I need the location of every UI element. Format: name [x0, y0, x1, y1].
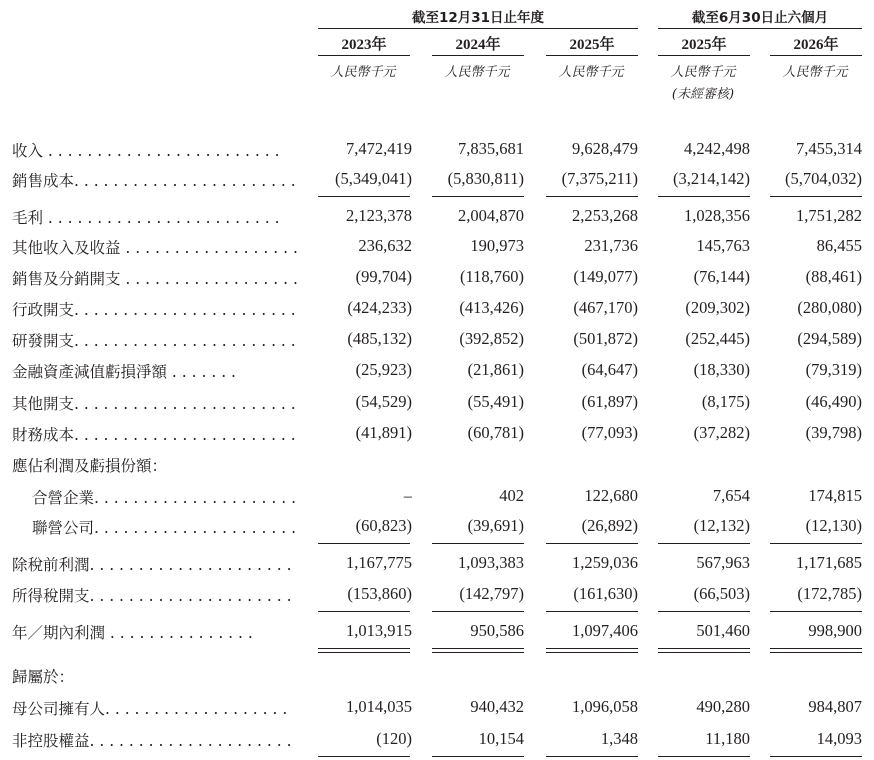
row-value: 1,093,383 — [458, 553, 524, 572]
row-value: 490,280 — [696, 697, 750, 716]
row-value: (149,077) — [573, 267, 638, 286]
row-value: (39,798) — [805, 423, 862, 442]
unit-label: 人民幣千元 — [782, 65, 848, 80]
row-value: (209,302) — [685, 298, 750, 317]
row-value: (8,175) — [701, 392, 750, 411]
row-value: 122,680 — [584, 486, 638, 505]
table-row — [0, 326, 874, 354]
header-group-annual-rule — [318, 28, 638, 29]
table-row — [0, 136, 874, 164]
row-value: (280,080) — [797, 298, 862, 317]
row-value: (60,823) — [355, 516, 412, 535]
table-row — [0, 295, 874, 323]
row-value: 2,253,268 — [572, 206, 638, 225]
row-value: 567,963 — [696, 553, 750, 572]
row-value: (252,445) — [685, 329, 750, 348]
row-label: 研發開支. . . . . . . . . . . . . . . . . . . . . . . — [12, 332, 296, 350]
row-value: 7,472,419 — [346, 139, 412, 158]
total-rule — [546, 196, 638, 197]
row-value: (26,892) — [581, 516, 638, 535]
row-label: 年／期內利潤 . . . . . . . . . . . . . . . — [12, 624, 253, 642]
total-rule — [546, 648, 638, 649]
table-row — [0, 694, 874, 722]
row-value: (120) — [376, 729, 412, 748]
row-value: (7,375,211) — [561, 169, 638, 188]
row-value: (37,282) — [693, 423, 750, 442]
row-value: (79,319) — [805, 360, 862, 379]
row-value: 998,900 — [808, 621, 862, 640]
header-group-annual: 截至12月31日止年度 — [411, 10, 545, 26]
unit-label: 人民幣千元 — [330, 65, 396, 80]
year-header-2023: 2023年 — [341, 37, 387, 53]
year-header-2025-interim: 2025年 — [681, 37, 727, 53]
row-value: (66,503) — [693, 584, 750, 603]
table-row — [0, 451, 874, 479]
row-label: 財務成本. . . . . . . . . . . . . . . . . . . . . . . — [12, 426, 296, 444]
row-value: (413,426) — [459, 298, 524, 317]
total-rule — [658, 611, 750, 612]
row-value: (99,704) — [355, 267, 412, 286]
table-row — [0, 264, 874, 292]
total-rule — [432, 756, 524, 757]
row-value: 86,455 — [816, 236, 862, 255]
row-value: (12,132) — [693, 516, 750, 535]
row-value: 984,807 — [808, 697, 862, 716]
row-value: 4,242,498 — [684, 139, 750, 158]
row-value: 940,432 — [470, 697, 524, 716]
row-value: (18,330) — [693, 360, 750, 379]
row-value: (424,233) — [347, 298, 412, 317]
row-label: 金融資產減值虧損淨額 . . . . . . . — [12, 363, 236, 381]
row-value: 14,093 — [816, 729, 862, 748]
row-label: 其他收入及收益 . . . . . . . . . . . . . . . . . . — [12, 239, 298, 257]
table-row — [0, 420, 874, 448]
row-value: (88,461) — [805, 267, 862, 286]
row-label: 歸屬於： — [12, 668, 75, 686]
row-value: – — [403, 486, 412, 505]
row-value: (5,349,041) — [335, 169, 412, 188]
year-header-2026-interim: 2026年 — [793, 37, 839, 53]
row-label: 除稅前利潤. . . . . . . . . . . . . . . . . . . . . — [12, 556, 292, 574]
row-value: 231,736 — [584, 236, 638, 255]
year-rule — [318, 55, 410, 56]
unit-label: 人民幣千元 — [444, 65, 510, 80]
total-rule — [432, 648, 524, 649]
row-value: 1,097,406 — [572, 621, 638, 640]
row-value: 402 — [499, 486, 524, 505]
row-value: (61,897) — [581, 392, 638, 411]
row-value: (3,214,142) — [673, 169, 750, 188]
row-value: (485,132) — [347, 329, 412, 348]
total-rule — [546, 756, 638, 757]
table-row — [0, 662, 874, 690]
total-rule — [770, 543, 862, 544]
row-value: (294,589) — [797, 329, 862, 348]
row-value: 190,973 — [470, 236, 524, 255]
total-rule — [546, 652, 638, 653]
row-value: (41,891) — [355, 423, 412, 442]
row-value: 1,751,282 — [796, 206, 862, 225]
total-rule — [432, 611, 524, 612]
year-header-2025: 2025年 — [569, 37, 615, 53]
row-value: 1,171,685 — [796, 553, 862, 572]
row-value: (118,760) — [459, 267, 524, 286]
total-rule — [658, 543, 750, 544]
row-value: (142,797) — [459, 584, 524, 603]
row-label: 應佔利潤及虧損份額： — [12, 457, 168, 475]
total-rule — [432, 196, 524, 197]
row-value: (60,781) — [467, 423, 524, 442]
row-value: (12,130) — [805, 516, 862, 535]
row-value: 9,628,479 — [572, 139, 638, 158]
row-value: (25,923) — [355, 360, 412, 379]
row-value: 1,096,058 — [572, 697, 638, 716]
total-rule — [318, 756, 410, 757]
total-rule — [432, 652, 524, 653]
row-label: 非控股權益. . . . . . . . . . . . . . . . . . . . . — [12, 732, 292, 750]
total-rule — [318, 196, 410, 197]
table-row — [0, 233, 874, 261]
row-label: 其他開支. . . . . . . . . . . . . . . . . . . . . . . — [12, 395, 296, 413]
row-value: (153,860) — [347, 584, 412, 603]
row-value: 1,167,775 — [346, 553, 412, 572]
row-value: 2,004,870 — [458, 206, 524, 225]
row-label: 銷售及分銷開支 . . . . . . . . . . . . . . . . . . — [12, 270, 298, 288]
row-value: (54,529) — [355, 392, 412, 411]
table-row — [0, 483, 874, 511]
unit-label: 人民幣千元 — [558, 65, 624, 80]
year-rule — [770, 55, 862, 56]
table-row — [0, 357, 874, 385]
total-rule — [658, 652, 750, 653]
row-value: 11,180 — [705, 729, 750, 748]
row-value: 7,455,314 — [796, 139, 862, 158]
table-row — [0, 203, 874, 231]
total-rule — [770, 196, 862, 197]
row-label: 毛利 . . . . . . . . . . . . . . . . . . . . . . . . — [12, 209, 280, 227]
total-rule — [432, 543, 524, 544]
row-value: 7,835,681 — [458, 139, 524, 158]
row-value: 1,259,036 — [572, 553, 638, 572]
row-value: 1,028,356 — [684, 206, 750, 225]
row-value: 145,763 — [696, 236, 750, 255]
row-value: 1,014,035 — [346, 697, 412, 716]
total-rule — [658, 756, 750, 757]
row-value: (467,170) — [573, 298, 638, 317]
table-row — [0, 389, 874, 417]
total-rule — [770, 648, 862, 649]
year-rule — [658, 55, 750, 56]
header-group-six-months-rule — [658, 28, 862, 29]
row-value: (392,852) — [459, 329, 524, 348]
row-value: (39,691) — [467, 516, 524, 535]
table-row — [0, 618, 874, 646]
row-value: 1,013,915 — [346, 621, 412, 640]
total-rule — [658, 196, 750, 197]
row-value: (76,144) — [693, 267, 750, 286]
total-rule — [318, 543, 410, 544]
table-row — [0, 581, 874, 609]
row-label: 銷售成本. . . . . . . . . . . . . . . . . . . . . . . — [12, 172, 296, 190]
row-value: 7,654 — [712, 486, 750, 505]
row-value: (46,490) — [805, 392, 862, 411]
row-label: 母公司擁有人. . . . . . . . . . . . . . . . . . . — [12, 700, 288, 718]
table-row — [0, 550, 874, 578]
total-rule — [318, 648, 410, 649]
row-value: (172,785) — [797, 584, 862, 603]
header-group-six-months: 截至6月30日止六個月 — [691, 10, 829, 26]
row-label: 所得稅開支. . . . . . . . . . . . . . . . . . . . . — [12, 587, 292, 605]
total-rule — [318, 652, 410, 653]
row-value: (55,491) — [467, 392, 524, 411]
table-row — [0, 166, 874, 194]
row-value: (5,704,032) — [785, 169, 862, 188]
total-rule — [770, 652, 862, 653]
total-rule — [770, 756, 862, 757]
unaudited-note: (未經審核) — [671, 87, 735, 102]
row-value: 2,123,378 — [346, 206, 412, 225]
row-value: 10,154 — [478, 729, 524, 748]
year-rule — [546, 55, 638, 56]
row-label: 聯營公司. . . . . . . . . . . . . . . . . . . . . — [32, 519, 297, 537]
row-value: (77,093) — [581, 423, 638, 442]
row-value: 501,460 — [696, 621, 750, 640]
row-value: 1,348 — [600, 729, 638, 748]
row-value: (161,630) — [573, 584, 638, 603]
row-label: 收入 . . . . . . . . . . . . . . . . . . . . . . . . — [12, 142, 280, 160]
row-value: (501,872) — [573, 329, 638, 348]
unit-label: 人民幣千元 — [670, 65, 736, 80]
total-rule — [546, 543, 638, 544]
row-value: 236,632 — [358, 236, 412, 255]
row-value: (64,647) — [581, 360, 638, 379]
row-label: 合營企業. . . . . . . . . . . . . . . . . . . . . — [32, 489, 297, 507]
row-value: 174,815 — [808, 486, 862, 505]
total-rule — [318, 611, 410, 612]
total-rule — [658, 648, 750, 649]
row-value: (21,861) — [467, 360, 524, 379]
total-rule — [546, 611, 638, 612]
table-row — [0, 726, 874, 754]
year-header-2024: 2024年 — [455, 37, 501, 53]
table-row — [0, 513, 874, 541]
row-value: 950,586 — [470, 621, 524, 640]
year-rule — [432, 55, 524, 56]
row-label: 行政開支. . . . . . . . . . . . . . . . . . . . . . . — [12, 301, 296, 319]
total-rule — [770, 611, 862, 612]
row-value: (5,830,811) — [447, 169, 524, 188]
